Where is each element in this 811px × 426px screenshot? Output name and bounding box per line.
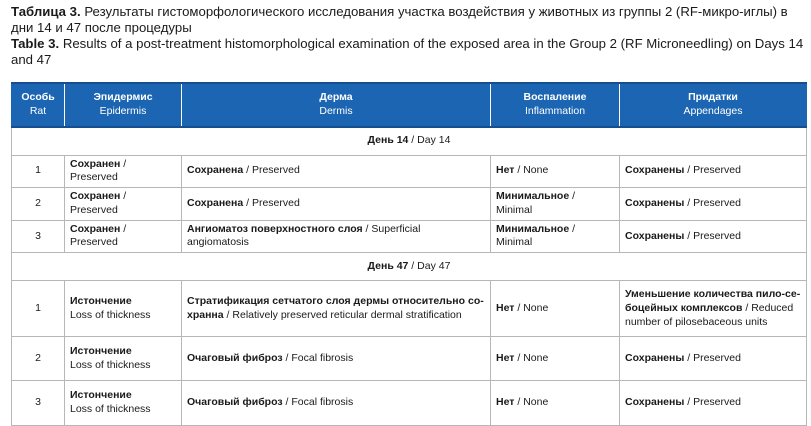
cell-dermis-en: Focal fibrosis xyxy=(291,396,354,409)
cell-dermis-ru: Сохранена xyxy=(187,164,244,177)
section-title: День 14 / Day 14 xyxy=(12,127,807,155)
cell-dermis: Очаговый фиброз / Focal fibrosis xyxy=(182,381,491,426)
cell-inflammation-ru: Минимальное xyxy=(496,222,570,235)
cell-appendages-en: Preserved xyxy=(693,351,741,364)
header-epidermis: Эпидермис Epidermis xyxy=(65,83,182,127)
cell-epidermis-ru: Сохранен xyxy=(70,222,121,235)
cell-inflammation: Минимальное / Minimal xyxy=(491,188,620,221)
cell-appendages-en: Preserved xyxy=(693,396,741,409)
cell-dermis-en: Preserved xyxy=(251,164,300,177)
table-row xyxy=(12,337,807,381)
section-row xyxy=(12,127,807,155)
cell-inflammation: Нет / None xyxy=(491,281,620,337)
cell-rat: 2 xyxy=(12,188,65,221)
table-row xyxy=(12,220,807,253)
header-dermis: Дерма Dermis xyxy=(182,83,491,127)
cell-appendages-ru: Сохранены xyxy=(625,396,685,409)
cell-epidermis-ru: Сохранен xyxy=(70,157,121,170)
cell-inflammation-ru: Нет xyxy=(496,301,515,314)
cell-appendages-ru: Уменьшение количества пило-се-бoцейных комплексов xyxy=(625,288,801,314)
cell-dermis-ru: Ангиоматоз поверхностного слоя xyxy=(187,222,363,235)
cell-inflammation-en: None xyxy=(523,301,549,314)
cell-appendages-ru: Сохранены xyxy=(625,351,685,364)
cell-dermis-ru: Очаговый фиброз xyxy=(187,396,283,409)
cell-rat: 2 xyxy=(12,337,65,381)
cell-epidermis: Сохранен / Preserved xyxy=(65,155,182,188)
cell-inflammation-en: None xyxy=(523,351,549,364)
section-title-en: Day 14 xyxy=(417,134,451,147)
cell-appendages: Сохранены / Preserved xyxy=(620,155,807,188)
cell-epidermis: Сохранен / Preserved xyxy=(65,220,182,253)
results-table xyxy=(11,82,807,426)
cell-inflammation-ru: Нет xyxy=(496,396,515,409)
cell-rat: 3 xyxy=(12,220,65,253)
cell-inflammation-en: None xyxy=(523,396,549,409)
caption-ru xyxy=(11,4,806,35)
cell-inflammation-ru: Нет xyxy=(496,351,515,364)
cell-appendages-en: Preserved xyxy=(693,196,741,209)
cell-dermis-ru: Сохранена xyxy=(187,196,244,209)
cell-dermis-en: Relatively preserved reticular dermal stratification xyxy=(232,308,462,321)
cell-inflammation-en: None xyxy=(523,164,549,177)
cell-inflammation-ru: Минимальное xyxy=(496,190,570,203)
cell-appendages: Сохранены / Preserved xyxy=(620,188,807,221)
caption-en-text: Results of a post-treatment histomorphological examination of the exposed area in the Group 2 (RF Microneedling) on Days 14 and 47 xyxy=(11,36,804,67)
cell-epidermis-en: Preserved xyxy=(70,236,118,249)
cell-inflammation-en: Minimal xyxy=(496,203,533,216)
cell-appendages: Сохранены / Preserved xyxy=(620,220,807,253)
cell-dermis: Очаговый фиброз / Focal fibrosis xyxy=(182,337,491,381)
cell-dermis-en: Preserved xyxy=(251,196,300,209)
cell-inflammation: Нет / None xyxy=(491,337,620,381)
header-rat: Особь Rat xyxy=(12,83,65,127)
cell-appendages: Сохранены / Preserved xyxy=(620,337,807,381)
cell-epidermis-en: Loss of thickness xyxy=(70,358,151,371)
cell-appendages: Уменьшение количества пило-се-бoцейных комплексов / Reduced number of pilosebaceous units xyxy=(620,281,807,337)
section-title-en: Day 47 xyxy=(417,259,451,272)
cell-dermis: Стратификация сетчатого слоя дермы относительно со-хранна / Relatively preserved reticular dermal stratification xyxy=(182,281,491,337)
section-title-ru: День 47 xyxy=(367,259,409,272)
cell-epidermis: Сохранен / Preserved xyxy=(65,188,182,221)
cell-inflammation-ru: Нет xyxy=(496,164,515,177)
cell-epidermis-ru: Истончение xyxy=(70,294,132,307)
table-row xyxy=(12,155,807,188)
cell-epidermis-ru: Истончение xyxy=(70,389,132,402)
table-row xyxy=(12,188,807,221)
cell-dermis: Сохранена / Preserved xyxy=(182,188,491,221)
cell-appendages-en: Preserved xyxy=(693,229,741,242)
cell-epidermis-en: Preserved xyxy=(70,203,118,216)
cell-epidermis-ru: Сохранен xyxy=(70,190,121,203)
cell-inflammation: Нет / None xyxy=(491,381,620,426)
cell-appendages-en: Reduced number of pilosebaceous units xyxy=(625,301,794,328)
cell-rat: 1 xyxy=(12,281,65,337)
cell-inflammation: Минимальное / Minimal xyxy=(491,220,620,253)
table-caption xyxy=(11,4,806,67)
caption-en-label: Table 3. xyxy=(11,36,60,51)
table-row xyxy=(12,381,807,426)
section-title-ru: День 14 xyxy=(367,134,409,147)
header-appendages: Придатки Appendages xyxy=(620,83,807,127)
cell-epidermis-en: Loss of thickness xyxy=(70,308,151,321)
caption-en xyxy=(11,36,806,67)
cell-epidermis-en: Preserved xyxy=(70,171,118,184)
cell-appendages: Сохранены / Preserved xyxy=(620,381,807,426)
cell-dermis: Ангиоматоз поверхностного слоя / Superficial angiomatosis xyxy=(182,220,491,253)
cell-dermis-en: Superficial angiomatosis xyxy=(187,222,421,249)
cell-inflammation-en: Minimal xyxy=(496,236,533,249)
table-header-row xyxy=(12,83,807,127)
cell-appendages-en: Preserved xyxy=(693,164,741,177)
table-body xyxy=(12,127,807,426)
cell-rat: 1 xyxy=(12,155,65,188)
cell-dermis-en: Focal fibrosis xyxy=(291,351,354,364)
cell-appendages-ru: Сохранены xyxy=(625,164,685,177)
caption-ru-label: Таблица 3. xyxy=(11,4,81,19)
cell-dermis: Сохранена / Preserved xyxy=(182,155,491,188)
section-row xyxy=(12,253,807,281)
cell-epidermis-ru: Истончение xyxy=(70,344,132,357)
section-title: День 47 / Day 47 xyxy=(12,253,807,281)
cell-dermis-ru: Очаговый фиброз xyxy=(187,351,283,364)
cell-appendages-ru: Сохранены xyxy=(625,196,685,209)
cell-dermis-ru: Стратификация сетчатого слоя дермы относительно со-хранна xyxy=(187,294,484,321)
cell-rat: 3 xyxy=(12,381,65,426)
cell-epidermis xyxy=(65,337,182,381)
cell-epidermis xyxy=(65,381,182,426)
cell-epidermis xyxy=(65,281,182,337)
cell-appendages-ru: Сохранены xyxy=(625,229,685,242)
header-inflammation: Воспаление Inflammation xyxy=(491,83,620,127)
cell-inflammation: Нет / None xyxy=(491,155,620,188)
table-row xyxy=(12,281,807,337)
cell-epidermis-en: Loss of thickness xyxy=(70,403,151,416)
caption-ru-text: Результаты гистоморфологического исследования участка воздействия у животных из группы 2 (RF-микро-иглы) в дни 14 и 47 после процедуры xyxy=(11,4,788,35)
